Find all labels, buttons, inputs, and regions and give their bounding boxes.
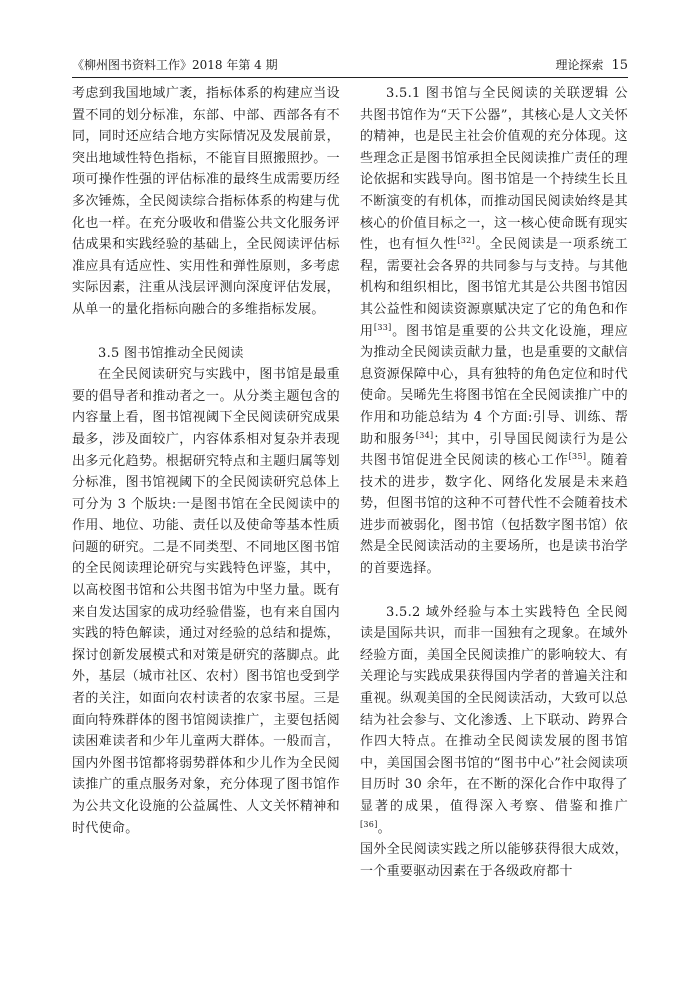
running-header — [72, 55, 628, 78]
citation-35: [35] — [568, 452, 587, 462]
right-column — [360, 83, 628, 882]
section-label: 理论探索 — [555, 58, 604, 72]
citation-33: [33] — [373, 322, 392, 332]
journal-title: 《柳州图书资料工作》2018 年第 4 期 — [72, 58, 278, 72]
citation-34: [34] — [415, 430, 434, 440]
paragraph-3-5-2: 3.5.2 域外经验与本土实践特色 全民阅读是国际共识，而非一国独有之现象。在域外经验方面，美国全民阅读推广的影响较大、有关理论与实践成果获得国内学者的普遍关注和重视。纵观美国的全民阅读活动，大致可以总结为社会参与、文化渗透、上下联动、跨界合作四大特点。在推动全民阅读发展的图书馆中，美国国会图书馆的“图书中心”社会阅读项目历时 30 余年，在不断的深化合作中取得了显著的成果，值得深入考察、借鉴和推广[36]。 — [360, 604, 628, 836]
page-number: 15 — [611, 58, 628, 73]
citation-36: [36] — [360, 819, 378, 829]
section-heading-3-5: 3.5 图书馆推动全民阅读 — [98, 345, 244, 361]
header-right — [555, 55, 628, 76]
paragraph-library-role: 在全民阅读研究与实践中，图书馆是最重要的倡导者和推动者之一。从分类主题包含的内容量上看，图书馆视阈下全民阅读研究成果最多，涉及面较广，内容体系相对复杂并表现出多元化趋势。根据研究特点和主题归属等划分标准，图书馆视阈下的全民阅读研究总体上可分为 3 个版块:一是图书馆在全民阅读中的作用、地位、功能、责任以及使命等基本性质问题的研究。二是不同类型、不同地区图书馆的全民阅读理论研究与实践特色评鉴，其中，以高校图书馆和公共图书馆为中坚力量。既有来自发达国家的成功经验借鉴，也有来自国内实践的特色解读，通过对经验的总结和提炼，探讨创新发展模式和对策是研究的落脚点。此外，基层（城市社区、农村）图书馆也受到学者的关注，如面向农村读者的农家书屋。三是面向特殊群体的图书馆阅读推广，主要包括阅读困难读者和少年儿童两大群体。一般而言，国内外图书馆都将弱势群体和少儿作为全民阅读推广的重点服务对象，充分体现了图书馆作为公共文化设施的公益属性、人文关怀精神和时代使命。 — [72, 367, 340, 836]
citation-32: [32] — [457, 236, 475, 246]
paragraph-evaluation-standards: 考虑到我国地域广袤，指标体系的构建应当设置不同的划分标准，东部、中部、西部各有不同，同时还应结合地方实际情况及发展前景，突出地域性特色指标，不能盲目照搬照抄。一项可操作性强的评估标准的最终生成需要历经多次锤炼，全民阅读综合指标体系的构建与优化也一样。在充分吸收和借鉴公共文化服务评估成果和实践经验的基础上，全民阅读评估标准应具有适应性、实用性和弹性原则，多考虑实际因素，注重从浅层评测向深度评估发展，从单一的量化指标向融合的多维指标发展。 — [72, 86, 340, 317]
paragraph-3-5-1: 3.5.1 图书馆与全民阅读的关联逻辑 公共图书馆作为“天下公器”，其核心是人文关怀的精神，也是民主社会价值观的充分体现。这些理念正是图书馆承担全民阅读推广责任的理论依据和实践导向。图书馆是一个持续生长且不断演变的有机体，而推动国民阅读始终是其核心的价值目标之一，这一核心使命既有现实性，也有恒久性[32]。全民阅读是一项系统工程，需要社会各界的共同参与与支持。与其他机构和组织相比，图书馆尤其是公共图书馆因其公益性和阅读资源禀赋决定了它的角色和作用[33]。图书馆是重要的公共文化设施，理应为推动全民阅读贡献力量，也是重要的文献信息资源保障中心，具有独特的角色定位和时代使命。吴晞先生将图书馆在全民阅读推广中的作用和功能总结为 4 个方面:引导、训练、帮助和服务[34]；其中，引导国民阅读行为是公共图书馆促进全民阅读的核心工作[35]。随着技术的进步，数字化、网络化发展是未来趋势，但图书馆的这种不可替代性不会随着技术进步而被弱化，图书馆（包括数字图书馆）依然是全民阅读活动的主要场所，也是读书治学的首要选择。 — [360, 86, 628, 577]
paragraph-foreign-practice: 国外全民阅读实践之所以能够获得很大成效，一个重要驱动因素在于各级政府都十 — [360, 842, 628, 879]
left-column — [72, 83, 340, 839]
